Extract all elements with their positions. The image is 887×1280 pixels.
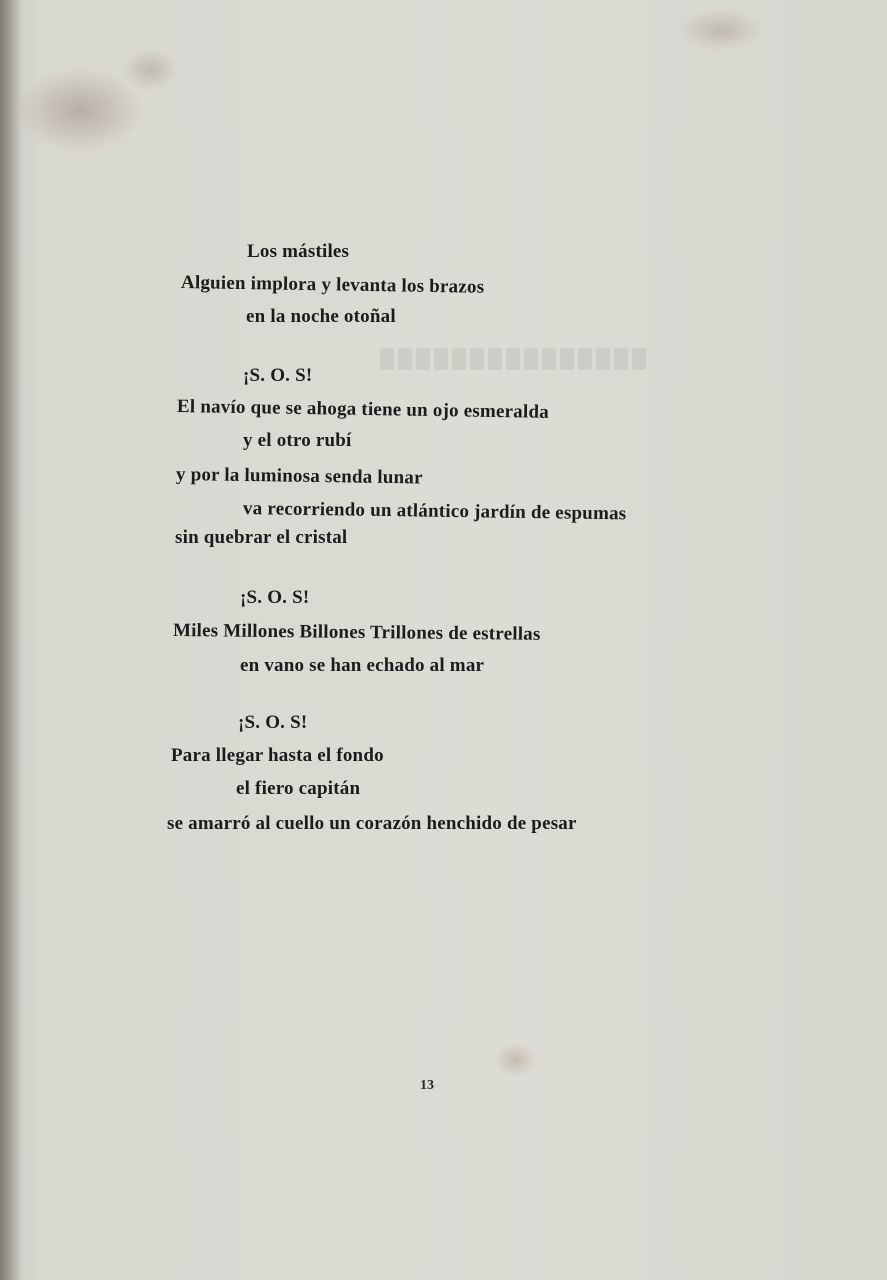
poem-line: ¡S. O. S! [240, 587, 310, 608]
poem-line: va recorriendo un atlántico jardín de espumas [242, 498, 627, 525]
poem-line: en vano se han echado al mar [240, 655, 485, 676]
poem-line: Los mástiles [247, 241, 350, 262]
poem-line: en la noche otoñal [246, 306, 396, 327]
poem-line: sin quebrar el cristal [175, 527, 348, 548]
poem-line: ¡S. O. S! [238, 712, 308, 733]
poem-line: Para llegar hasta el fondo [171, 745, 384, 766]
poem-line: Alguien implora y levanta los brazos [180, 272, 485, 298]
poem-line: y por la luminosa senda lunar [175, 464, 423, 489]
poem-line: se amarró al cuello un corazón henchido de pesar [167, 813, 577, 834]
poem-line: el fiero capitán [236, 778, 361, 799]
poem-line: Miles Millones Billones Trillones de estrellas [172, 620, 541, 645]
poem-line: El navío que se ahoga tiene un ojo esmeralda [176, 396, 550, 423]
page-number: 13 [420, 1078, 434, 1093]
poem-line: y el otro rubí [243, 430, 352, 451]
poem-line: ¡S. O. S! [243, 365, 313, 386]
